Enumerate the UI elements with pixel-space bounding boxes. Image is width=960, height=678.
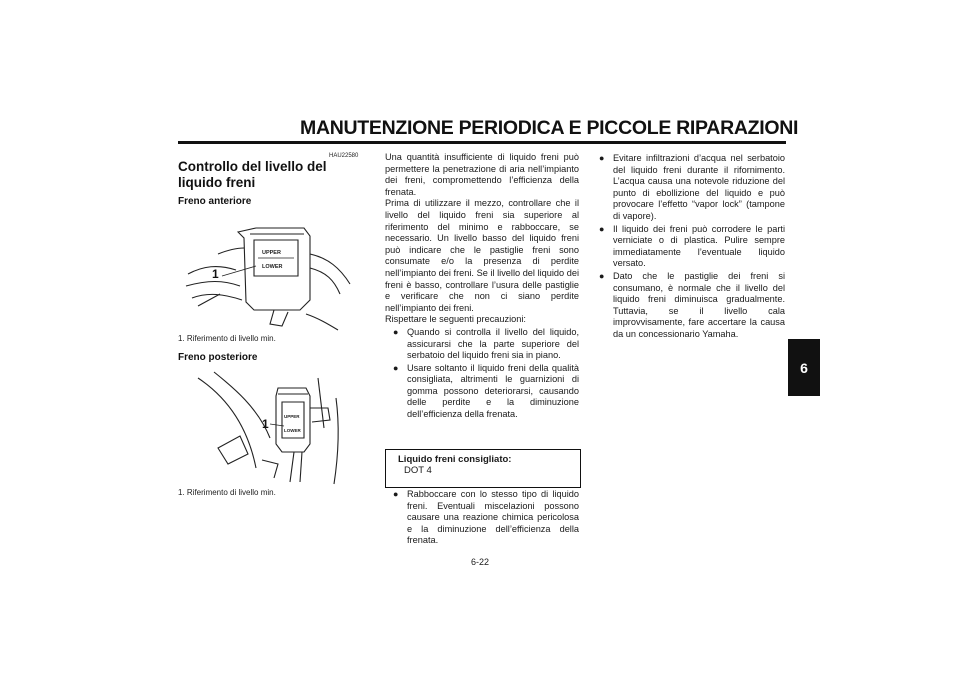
rear-caption: 1. Riferimento di livello min. [178,488,276,497]
bullet-icon: ● [393,326,399,337]
front-callout-1: 1 [212,267,219,281]
front-brake-heading: Freno anteriore [178,196,252,207]
paragraph: Rispettare le seguenti precauzioni: [385,314,526,325]
rear-callout-1: 1 [262,417,269,431]
front-reservoir-illustration [178,214,358,332]
rear-reservoir-illustration [178,368,358,486]
spec-box [385,449,581,488]
bullet-icon: ● [599,270,605,281]
front-lower-label: LOWER [262,264,283,270]
rear-upper-label: UPPER [284,414,300,419]
column-2-after [391,488,579,547]
list-item: ● Rabboccare con lo stesso tipo di liquido freni. Eventuali miscelazioni possono causare una reazione chimica pericolosa e la diminuzione dell’efficienza della frenata. [393,489,579,546]
spec-value: DOT 4 [404,465,432,476]
spec-label: Liquido freni consigliato: [398,454,512,465]
list-item: ● Dato che le pastiglie dei freni si consumano, è normale che il livello del liquido freni diminuisca gradualmente. Tuttavia, se il livello cala improvvisamente, fare accertare la causa da un concessionario Yamaha. [599,270,785,339]
rear-brake-heading: Freno posteriore [178,352,258,363]
column-2 [385,152,579,421]
section-title: Controllo del livello del liquido freni [178,159,327,190]
front-caption: 1. Riferimento di livello min. [178,334,276,343]
list-item: ● Quando si controlla il livello del liquido, assicurarsi che la parte superiore del serbatoio del liquido freni sia in piano. [393,326,579,361]
bullet-icon: ● [599,153,605,163]
column-3 [597,152,785,341]
section-code: HAU22580 [329,153,359,159]
paragraph: Prima di utilizzare il mezzo, controllare che il livello del liquido freni sia superiore al riferimento del minimo e rabboccare, se necessario. Un livello basso del liquido freni può indicare che le pastiglie freni sono consumate e/o la presenza di perdite nell’impianto dei freni. Se il livello del liquido dei freni è basso, controllare l’usura delle pastiglie e verificare che non ci siano perdite nell’impianto dei freni. [385,198,579,313]
page-header-title: MANUTENZIONE PERIODICA E PICCOLE RIPARAZIONI [300,117,799,139]
precautions-list-3 [597,153,785,341]
bullet-icon: ● [599,223,605,234]
paragraph: Una quantità insufficiente di liquido freni può permettere la penetrazione di aria nell’impianto dei freni, compromettendo l’efficienza della frenata. [385,152,579,197]
bullet-icon: ● [393,489,399,499]
bullet-icon: ● [393,362,399,373]
precautions-list-2 [391,489,579,547]
header-rule [178,141,786,144]
page-number: 6-22 [470,557,489,567]
list-item: ● Il liquido dei freni può corrodere le parti verniciate o di plastica. Pulire sempre immediatamente l’eventuale liquido versato. [599,223,785,269]
precautions-list [391,327,579,421]
list-item: ● Evitare infiltrazioni d’acqua nel serbatoio del liquido freni durante il rifornimento. L’acqua causa una notevole riduzione del punto di ebollizione del liquido e può provocare l’effetto “vapor lock” (tampone di vapore). [599,153,785,221]
rear-lower-label: LOWER [284,428,301,433]
list-item: ● Usare soltanto il liquido freni della qualità consigliata, altrimenti le guarnizioni di gomma possono deteriorarsi, causando delle perdite e la diminuzione dell’efficienza della frenata. [393,362,579,420]
front-upper-label: UPPER [262,250,281,256]
chapter-tab[interactable]: 6 [788,339,820,396]
